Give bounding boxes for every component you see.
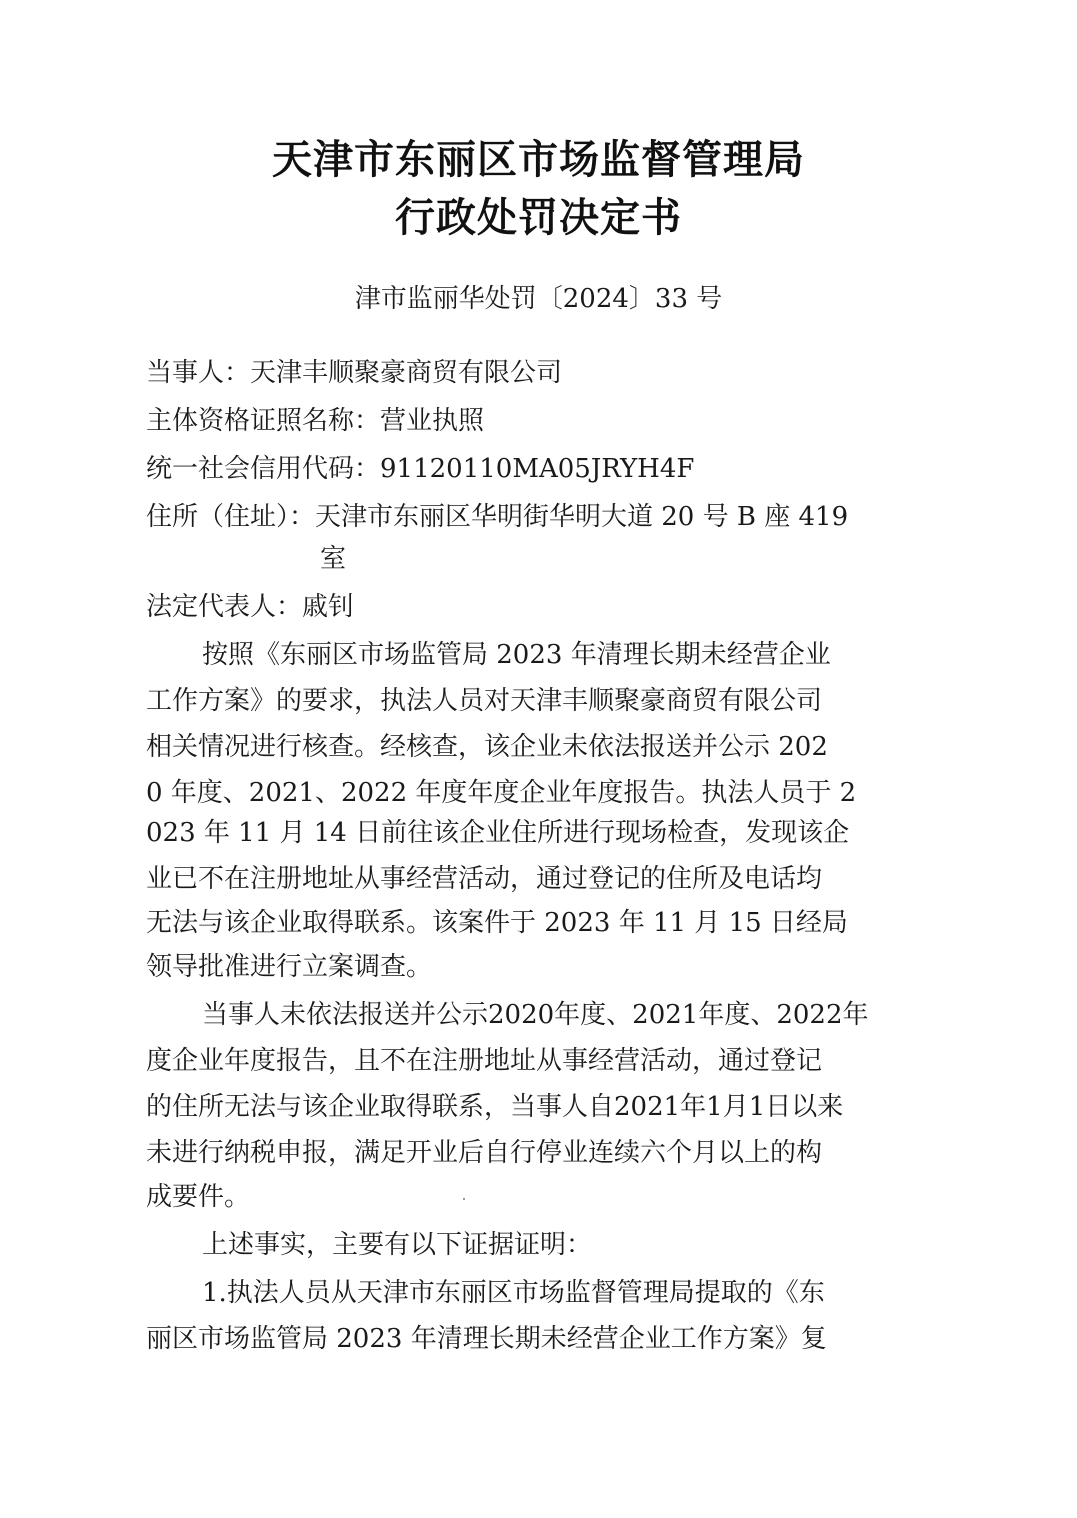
credit-code-line: 统一社会信用代码：91120110MA05JRYH4F <box>146 454 695 484</box>
paragraph-line: 无法与该企业取得联系。该案件于 2023 年 11 月 15 日经局 <box>146 908 848 938</box>
legal-representative-line: 法定代表人：戚钊 <box>146 592 355 622</box>
paragraph-line: 0 年度、2021、2022 年度年度企业年度报告。执法人员于 2 <box>146 778 857 808</box>
address-line: 住所（住址）：天津市东丽区华明街华明大道 20 号 B 座 419 <box>146 502 849 532</box>
paragraph-line: 的住所无法与该企业取得联系，当事人自2021年1月1日以来 <box>146 1092 844 1122</box>
paragraph-line: 丽区市场监管局 2023 年清理长期未经营企业工作方案》复 <box>146 1324 827 1354</box>
paragraph-line: 023 年 11 月 14 日前往该企业住所进行现场检查，发现该企 <box>146 818 850 848</box>
paragraph-line: 成要件。 <box>146 1182 251 1212</box>
paragraph-line: 度企业年度报告，且不在注册地址从事经营活动，通过登记 <box>146 1046 823 1076</box>
paragraph-line: 未进行纳税申报，满足开业后自行停业连续六个月以上的构 <box>146 1138 823 1168</box>
document-title-agency: 天津市东丽区市场监督管理局 <box>272 136 805 183</box>
paragraph-line: 当事人未依法报送并公示2020年度、2021年度、2022年 <box>202 1000 869 1030</box>
paragraph-line: 领导批准进行立案调查。 <box>146 952 433 982</box>
paragraph-line: 1.执法人员从天津市东丽区市场监督管理局提取的《东 <box>202 1278 825 1308</box>
license-name-line: 主体资格证照名称：营业执照 <box>146 406 485 436</box>
document-title-type: 行政处罚决定书 <box>395 194 682 241</box>
paragraph-line: 工作方案》的要求，执法人员对天津丰顺聚豪商贸有限公司 <box>146 686 823 716</box>
address-line-continued: 室 <box>320 544 347 574</box>
scan-speck <box>463 1198 465 1200</box>
paragraph-line: 业已不在注册地址从事经营活动，通过登记的住所及电话均 <box>146 864 823 894</box>
paragraph-line: 相关情况进行核查。经核查，该企业未依法报送并公示 202 <box>146 732 828 762</box>
party-name-line: 当事人：天津丰顺聚豪商贸有限公司 <box>146 358 563 388</box>
paragraph-line: 按照《东丽区市场监管局 2023 年清理长期未经营企业 <box>202 640 831 670</box>
document-number: 津市监丽华处罚〔2024〕33 号 <box>354 284 723 314</box>
paragraph-line: 上述事实，主要有以下证据证明： <box>202 1230 593 1260</box>
